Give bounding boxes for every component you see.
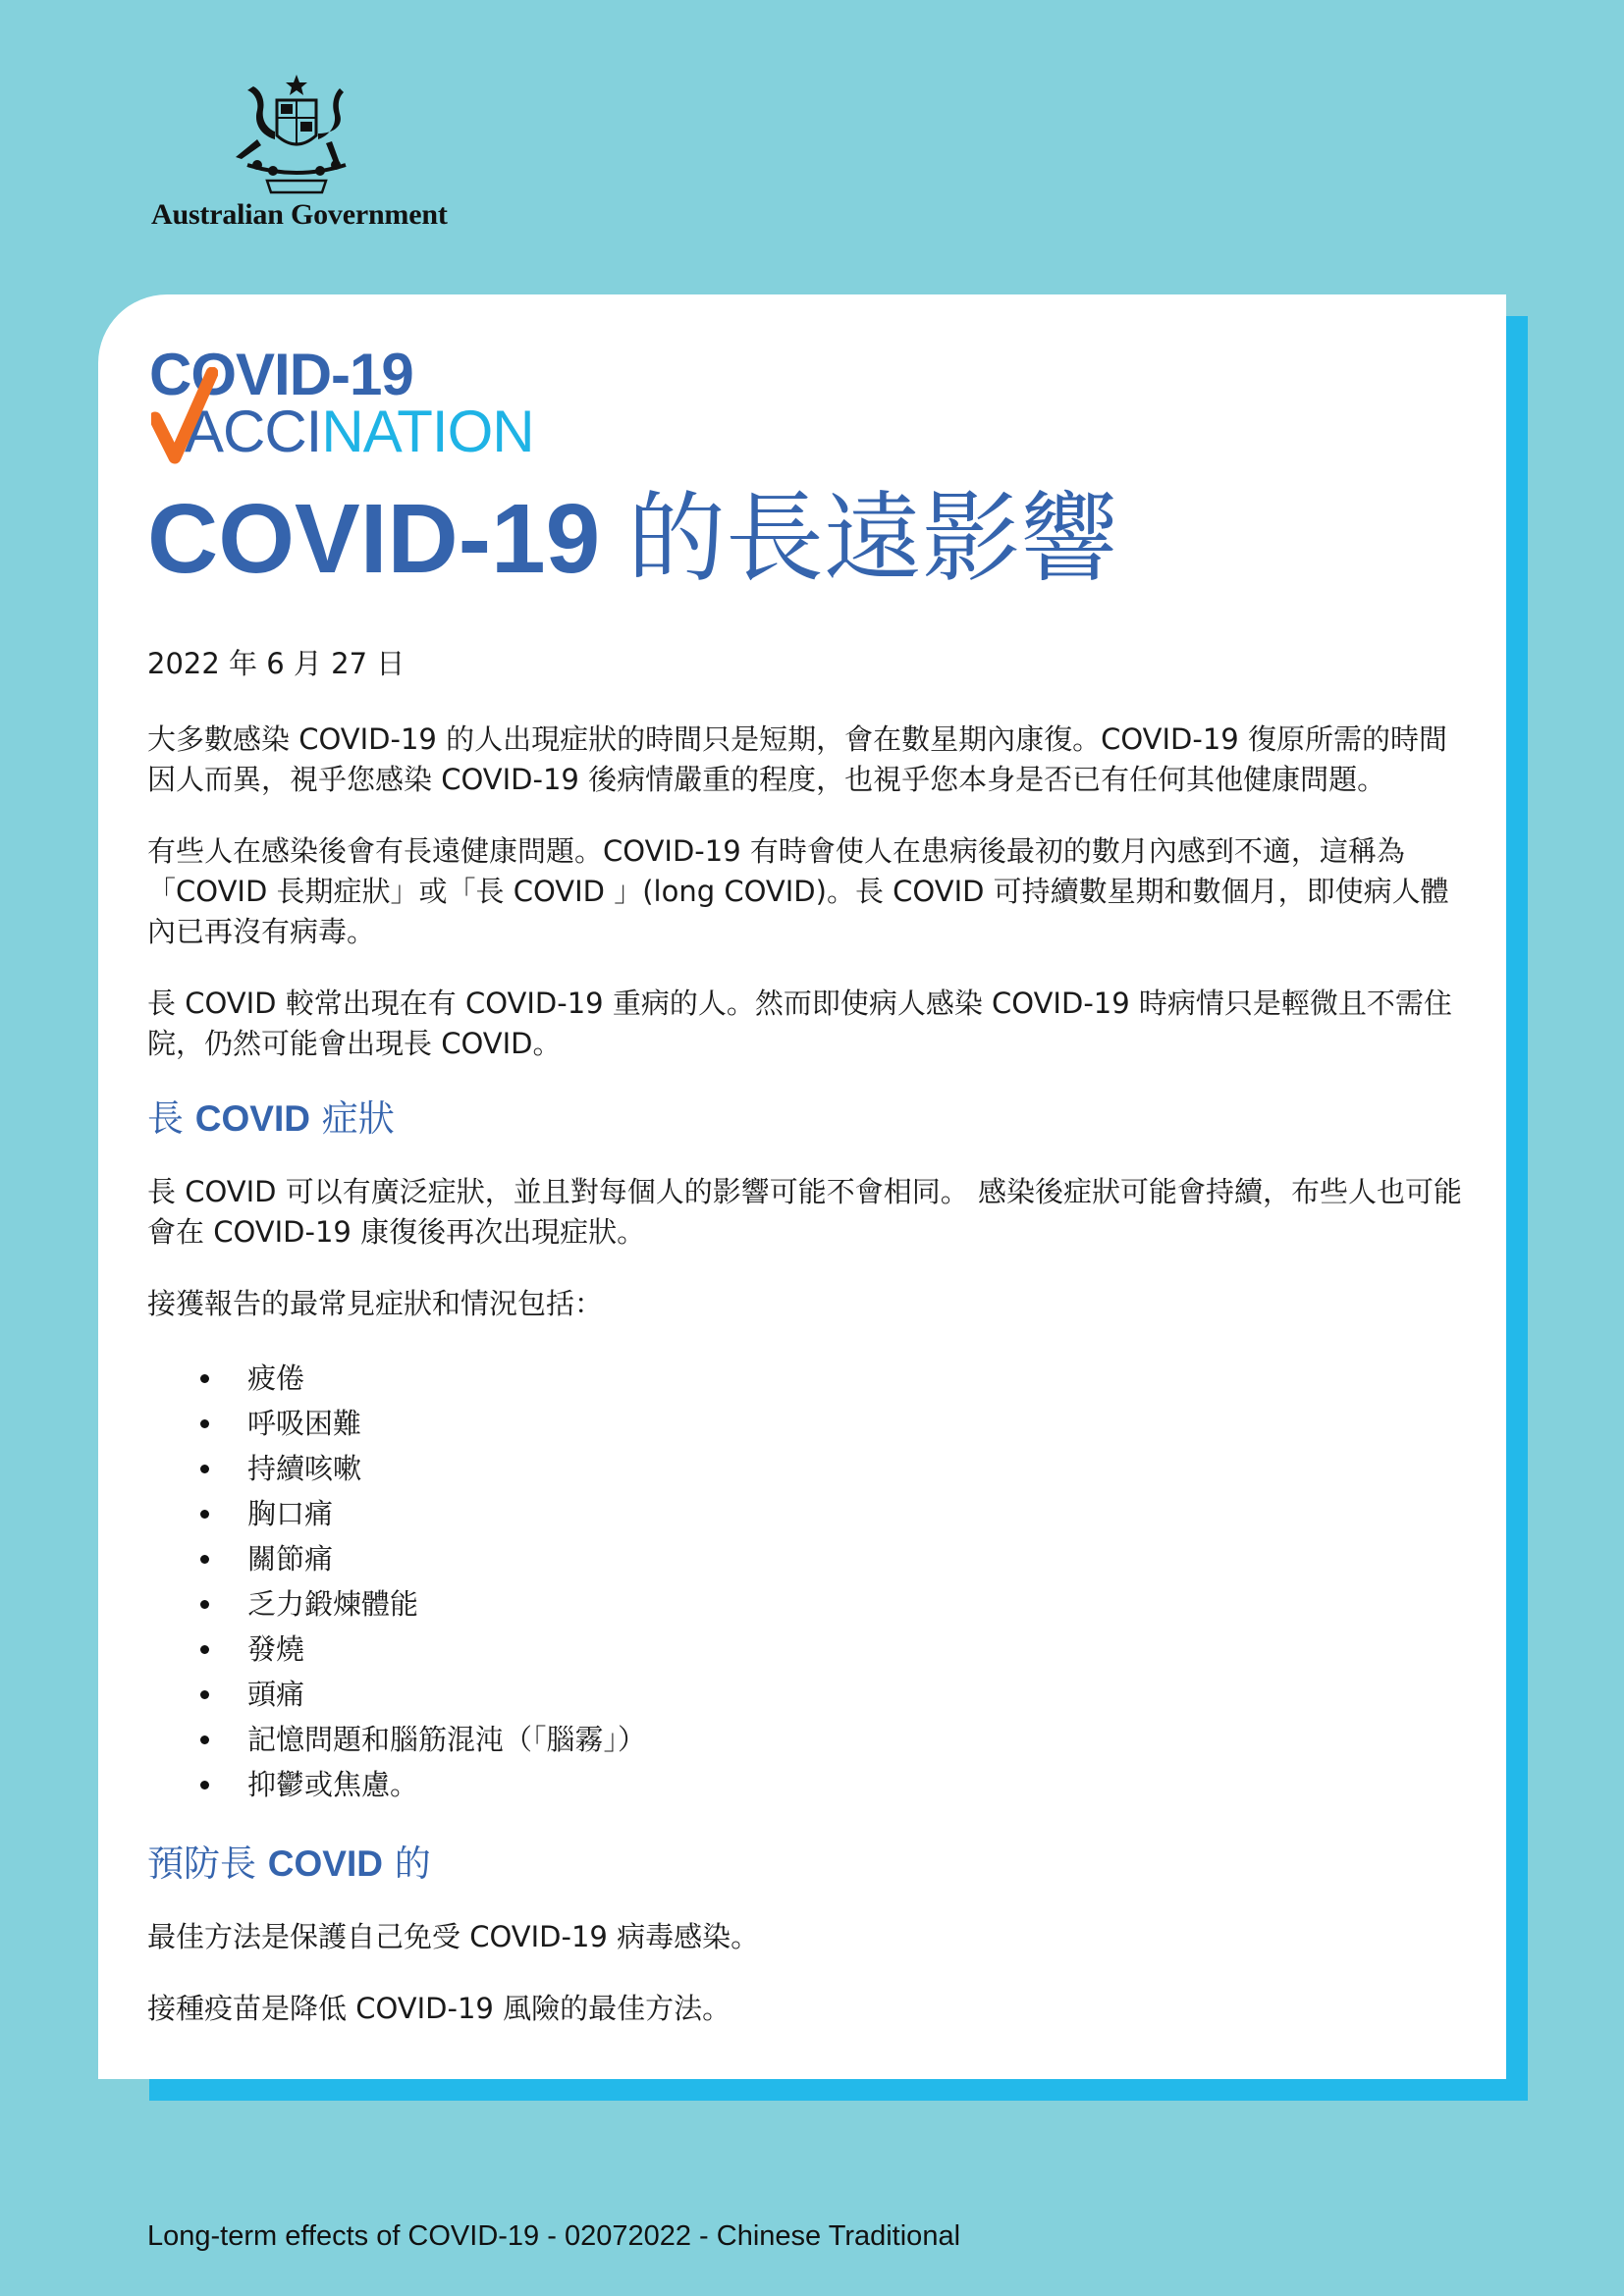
list-item-text: 呼吸困難 [247,1407,362,1440]
title-latin: COVID-19 [147,484,601,594]
list-item [147,1491,1473,1536]
bullet-icon [200,1374,209,1383]
list-item [147,1401,1473,1446]
section-heading-symptoms [147,1095,1473,1143]
page-title [147,481,1119,596]
list-item [147,1446,1473,1491]
prevention-paragraph-2: 接種疫苗是降低 COVID-19 風險的最佳方法。 [147,1992,731,2025]
document-footer: Long-term effects of COVID-19 - 02072022 - Chinese Traditional [147,2220,961,2252]
heading-symptoms-post: 症狀 [309,1097,395,1140]
list-item [147,1717,1473,1762]
bullet-icon [200,1510,209,1519]
logo-nation: NATION [321,399,534,464]
list-item-text: 疲倦 [247,1362,305,1395]
bullet-icon [200,1419,209,1428]
intro-paragraph-2: 有些人在感染後會有長遠健康問題。COVID-19 有時會使人在患病後最初的數月內感到不適，這稱為「COVID 長期症狀」或「長 COVID 」(long COVID)。長 COVID 可持續數星期和數個月，即使病人體內已再沒有病毒。 [147,834,1449,948]
bullet-icon [200,1690,209,1699]
title-cjk: 的長遠影響 [627,481,1119,596]
symptoms-paragraph-1: 長 COVID 可以有廣泛症狀，並且對每個人的影響可能不會相同。 感染後症狀可能會持續，布些人也可能會在 COVID-19 康復後再次出現症狀。 [147,1175,1462,1249]
list-item [147,1536,1473,1581]
list-item [147,1581,1473,1627]
bullet-icon [200,1600,209,1609]
list-item-text: 乏力鍛煉體能 [247,1587,419,1621]
section-heading-prevention [147,1841,1473,1888]
publication-date: 2022 年 6 月 27 日 [147,647,406,680]
heading-prevention-latin: COVID [267,1843,383,1884]
heading-symptoms-pre: 長 [147,1097,195,1140]
bullet-icon [200,1555,209,1564]
list-item-text: 記憶問題和腦筋混沌（「腦霧」） [247,1723,647,1756]
list-item-text: 關節痛 [247,1542,334,1575]
covid-vaccination-logo [149,342,601,468]
checkmark-icon [151,367,218,465]
list-item [147,1672,1473,1717]
government-name: Australian Government [151,198,448,231]
heading-symptoms-latin: COVID [194,1098,310,1139]
heading-prevention-pre: 預防長 [147,1842,268,1885]
prevention-paragraph-1: 最佳方法是保護自己免受 COVID-19 病毒感染。 [147,1920,760,1953]
list-item-text: 持續咳嗽 [247,1452,362,1485]
bullet-icon [200,1735,209,1744]
heading-prevention-post: 的 [382,1842,431,1885]
logo-line-covid: COVID-19 [149,342,413,407]
symptoms-list [147,1356,1473,1807]
intro-paragraph-3: 長 COVID 較常出現在有 COVID-19 重病的人。然而即使病人感染 COVID-19 時病情只是輕微且不需住院，仍然可能會出現長 COVID。 [147,987,1452,1060]
symptoms-paragraph-2: 接獲報告的最常見症狀和情況包括： [147,1287,604,1320]
bullet-icon [200,1781,209,1789]
list-item [147,1762,1473,1807]
government-branding [147,71,461,238]
intro-paragraph-1: 大多數感染 COVID-19 的人出現症狀的時間只是短期，會在數星期內康復。COVID-19 復原所需的時間因人而異，視乎您感染 COVID-19 後病情嚴重的程度，也視乎您本身是否已有任何其他健康問題。 [147,722,1447,796]
document-body [147,644,1473,2060]
bullet-icon [200,1645,209,1654]
list-item [147,1627,1473,1672]
coat-of-arms-icon [218,71,375,198]
list-item-text: 胸口痛 [247,1497,334,1530]
logo-acci: ACCI [185,399,322,464]
list-item-text: 發燒 [247,1632,305,1666]
list-item-text: 頭痛 [247,1678,305,1711]
bullet-icon [200,1465,209,1473]
list-item [147,1356,1473,1401]
list-item-text: 抑鬱或焦慮。 [247,1768,419,1801]
